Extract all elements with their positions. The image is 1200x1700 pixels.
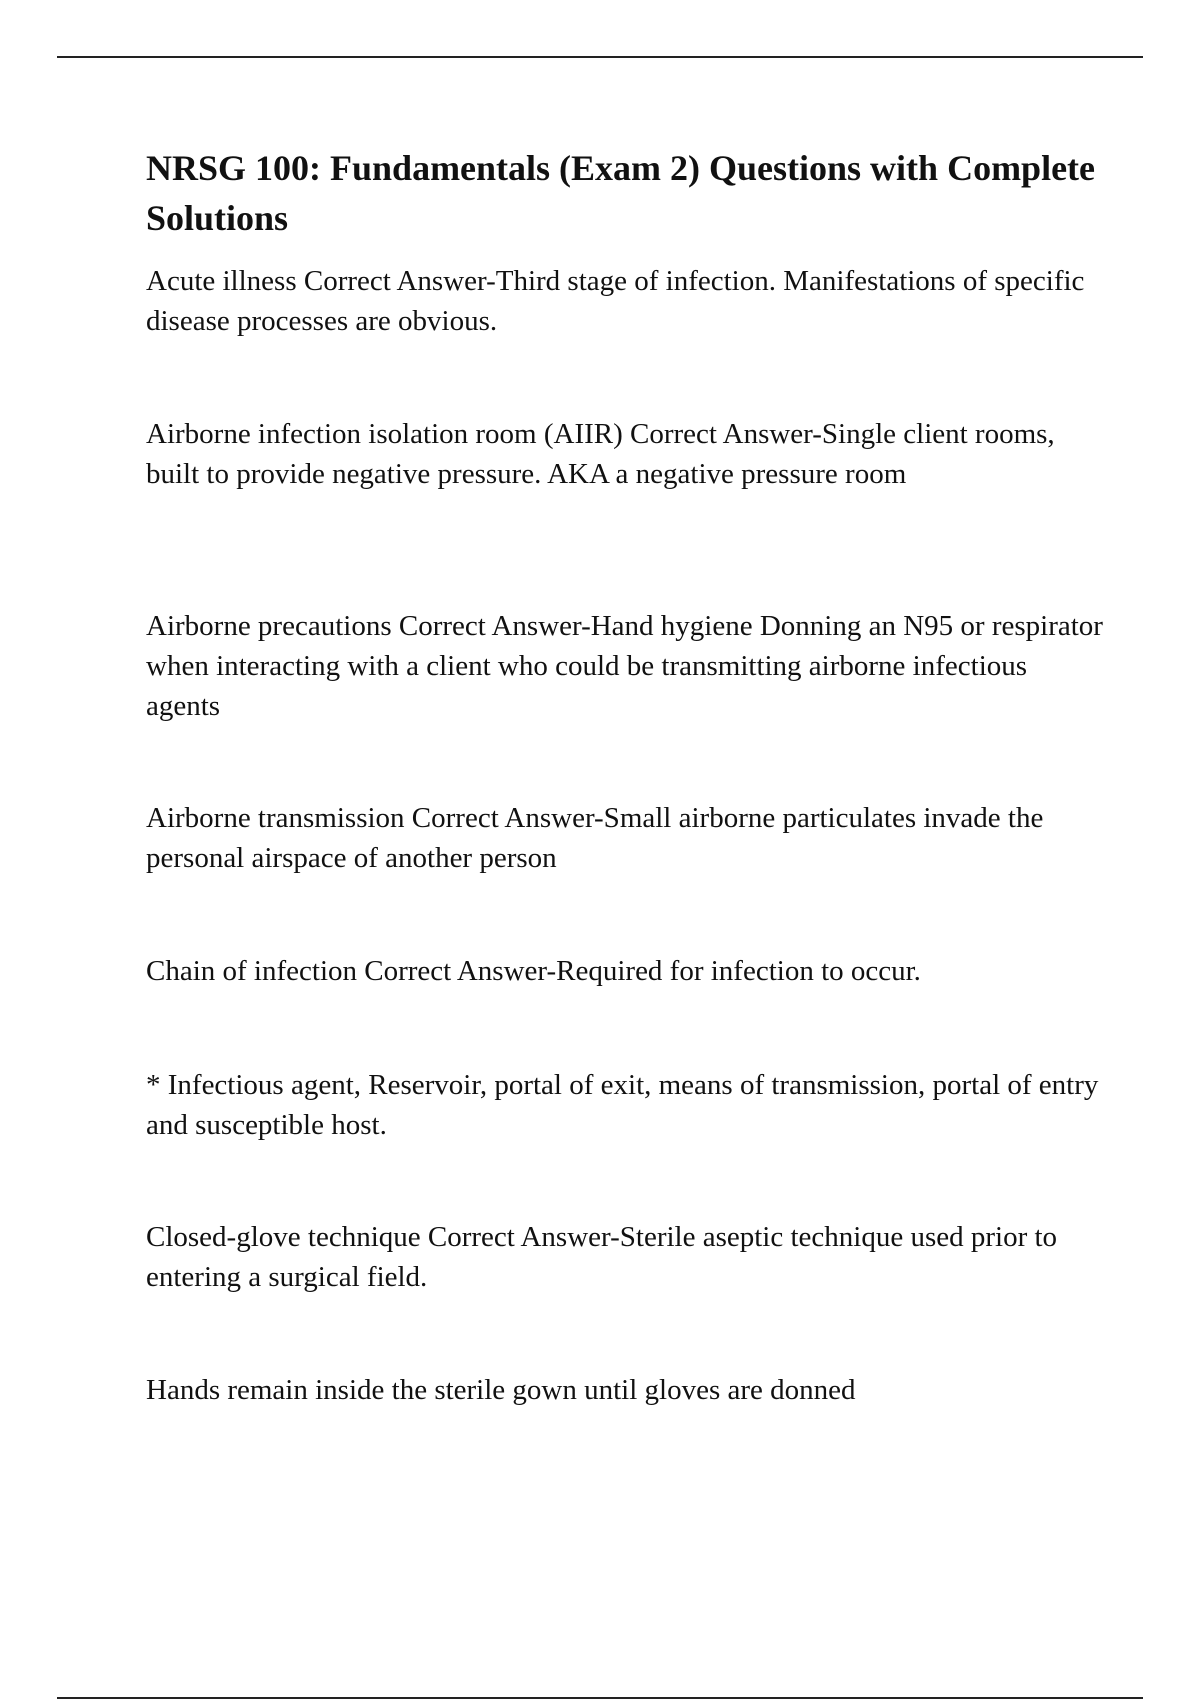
paragraph-chain-of-infection-detail: * Infectious agent, Reservoir, portal of exit, means of transmission, portal of entry and susceptible host. — [146, 1069, 1099, 1141]
paragraph-acute-illness: Acute illness Correct Answer-Third stage of infection. Manifestations of specific disease processes are obvious. — [146, 265, 1085, 337]
paragraph-airborne-transmission: Airborne transmission Correct Answer-Small airborne particulates invade the personal airspace of another person — [146, 802, 1044, 874]
paragraph-closed-glove-technique: Closed-glove technique Correct Answer-Sterile aseptic technique used prior to entering a surgical field. — [146, 1221, 1058, 1293]
top-divider — [57, 56, 1143, 58]
paragraph-airborne-precautions: Airborne precautions Correct Answer-Hand hygiene Donning an N95 or respirator when interacting with a client who could be transmitting airborne infectious agents — [146, 610, 1103, 722]
paragraph-closed-glove-detail: Hands remain inside the sterile gown until gloves are donned — [146, 1374, 856, 1406]
document-title: NRSG 100: Fundamentals (Exam 2) Questions with Complete Solutions — [146, 148, 1096, 238]
bottom-divider — [57, 1697, 1143, 1699]
paragraph-airborne-infection-isolation-room: Airborne infection isolation room (AIIR) Correct Answer-Single client rooms, built to provide negative pressure. AKA a negative pressure room — [146, 418, 1055, 490]
paragraph-chain-of-infection: Chain of infection Correct Answer-Required for infection to occur. — [146, 955, 921, 987]
